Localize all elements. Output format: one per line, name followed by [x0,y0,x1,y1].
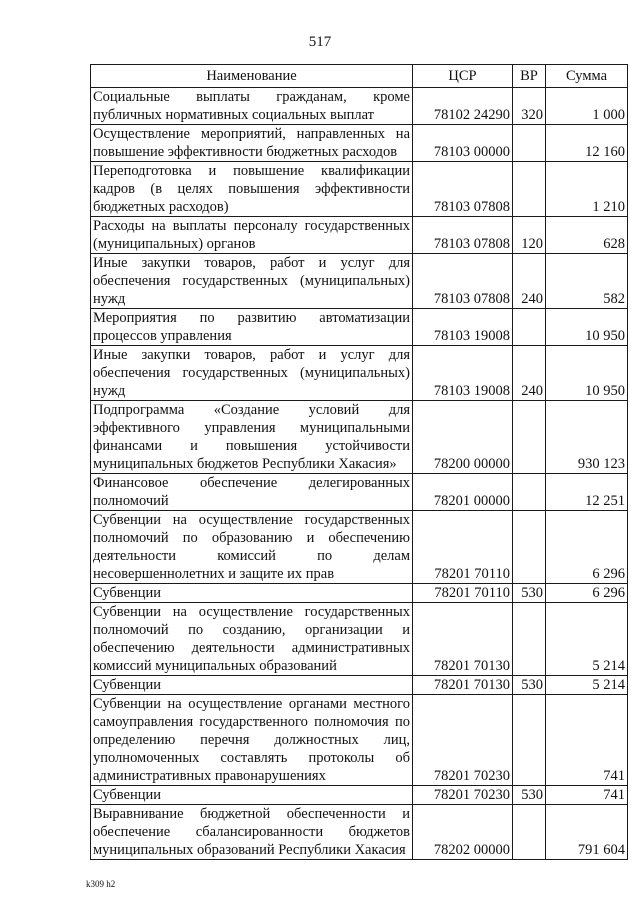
header-vr: ВР [513,65,546,88]
header-csr: ЦСР [413,65,513,88]
row-name: Субвенции [91,786,413,805]
row-vr [513,805,546,860]
table-row [91,254,628,309]
row-name: Выравнивание бюджетной обеспеченности и обеспечение сбалансированности бюджетов муниципальных образований Республики Хакасия [91,805,413,860]
row-sum: 1 210 [546,162,628,217]
row-sum: 741 [546,695,628,786]
row-sum: 12 160 [546,125,628,162]
row-sum: 5 214 [546,603,628,676]
row-csr: 78103 00000 [413,125,513,162]
table-header-row [91,65,628,88]
row-sum: 628 [546,217,628,254]
table-row [91,786,628,805]
row-sum: 12 251 [546,474,628,511]
row-vr: 530 [513,584,546,603]
row-name: Финансовое обеспечение делегированных полномочий [91,474,413,511]
table-row [91,805,628,860]
table-row [91,676,628,695]
row-csr: 78200 00000 [413,401,513,474]
row-csr: 78103 07808 [413,217,513,254]
row-vr [513,695,546,786]
row-vr [513,511,546,584]
row-name: Субвенции [91,676,413,695]
table-row [91,401,628,474]
row-name: Осуществление мероприятий, направленных на повышение эффективности бюджетных расходов [91,125,413,162]
row-name: Субвенции на осуществление органами местного самоуправления государственного полномочия по определению перечня должностных лиц, уполномоченных составлять протоколы об административных правонарушениях [91,695,413,786]
table-row [91,603,628,676]
row-vr: 530 [513,676,546,695]
row-vr: 120 [513,217,546,254]
table-row [91,346,628,401]
row-sum: 10 950 [546,346,628,401]
table-body [91,88,628,860]
row-vr [513,401,546,474]
row-sum: 6 296 [546,511,628,584]
row-csr: 78103 19008 [413,346,513,401]
row-csr: 78103 07808 [413,162,513,217]
row-name: Подпрограмма «Создание условий для эффективного управления муниципальными финансами и повышения устойчивости муниципальных бюджетов Республики Хакасия» [91,401,413,474]
header-sum: Сумма [546,65,628,88]
row-sum: 10 950 [546,309,628,346]
row-vr: 240 [513,346,546,401]
row-sum: 5 214 [546,676,628,695]
row-name: Иные закупки товаров, работ и услуг для обеспечения государственных (муниципальных) нужд [91,254,413,309]
row-csr: 78201 70130 [413,676,513,695]
table-row [91,474,628,511]
table-row [91,88,628,125]
row-csr: 78201 00000 [413,474,513,511]
budget-table [90,64,628,860]
row-sum: 930 123 [546,401,628,474]
table-row [91,511,628,584]
row-sum: 1 000 [546,88,628,125]
row-csr: 78201 70130 [413,603,513,676]
table-row [91,162,628,217]
row-vr: 530 [513,786,546,805]
row-csr: 78201 70230 [413,695,513,786]
row-csr: 78102 24290 [413,88,513,125]
row-csr: 78201 70230 [413,786,513,805]
row-sum: 791 604 [546,805,628,860]
row-vr: 320 [513,88,546,125]
table-row [91,309,628,346]
row-name: Мероприятия по развитию автоматизации процессов управления [91,309,413,346]
row-csr: 78103 07808 [413,254,513,309]
table-row [91,695,628,786]
row-name: Переподготовка и повышение квалификации кадров (в целях повышения эффективности бюджетных расходов) [91,162,413,217]
row-csr: 78202 00000 [413,805,513,860]
row-name: Субвенции на осуществление государственных полномочий по созданию, организации и обеспечению деятельности административных комиссий муниципальных образований [91,603,413,676]
row-name: Субвенции на осуществление государственных полномочий по образованию и обеспечению деятельности комиссий по делам несовершеннолетних и защите их прав [91,511,413,584]
page-number: 517 [308,34,332,50]
row-name: Субвенции [91,584,413,603]
header-name: Наименование [91,65,413,88]
row-csr: 78201 70110 [413,584,513,603]
row-csr: 78201 70110 [413,511,513,584]
row-vr [513,162,546,217]
row-vr [513,474,546,511]
row-csr: 78103 19008 [413,309,513,346]
table-row [91,125,628,162]
table-row [91,584,628,603]
footer-code: k309 h2 [86,879,116,889]
row-vr [513,309,546,346]
row-vr [513,603,546,676]
row-name: Социальные выплаты гражданам, кроме публичных нормативных социальных выплат [91,88,413,125]
row-sum: 582 [546,254,628,309]
row-vr: 240 [513,254,546,309]
row-vr [513,125,546,162]
row-sum: 6 296 [546,584,628,603]
row-name: Расходы на выплаты персоналу государственных (муниципальных) органов [91,217,413,254]
row-sum: 741 [546,786,628,805]
row-name: Иные закупки товаров, работ и услуг для обеспечения государственных (муниципальных) нужд [91,346,413,401]
table-row [91,217,628,254]
